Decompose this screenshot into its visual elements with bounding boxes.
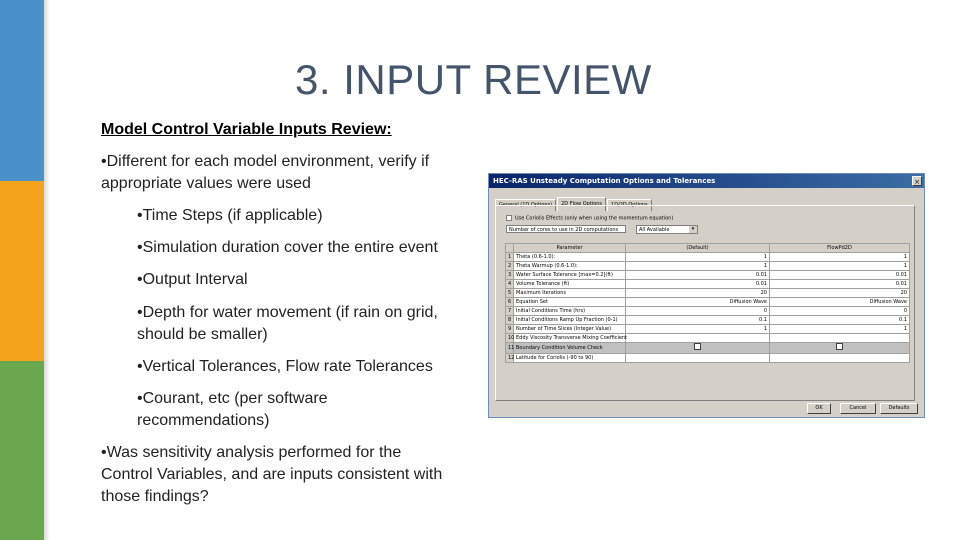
table-row[interactable] — [506, 298, 910, 307]
row-parameter: Initial Conditions Time (hrs) — [514, 307, 626, 316]
row-parameter: Maximum Iterations — [514, 289, 626, 298]
bullet-sub-4-line-1: •Depth for water movement (if rain on grid, — [137, 304, 438, 321]
table-row[interactable] — [506, 334, 910, 343]
row-parameter: Theta Warmup (0.6-1.0): — [514, 262, 626, 271]
row-value[interactable] — [770, 334, 910, 343]
table-row[interactable] — [506, 354, 910, 363]
coriolis-checkbox-label: Use Coriolis Effects (only when using the momentum equation) — [515, 215, 674, 222]
row-value[interactable]: 0.01 — [770, 280, 910, 289]
tab-general-1d-options[interactable]: General (1D Options) — [495, 199, 556, 211]
accent-stripe-orange — [0, 181, 44, 361]
row-number: 8 — [506, 316, 514, 325]
bullet-sub-6-line-1: •Courant, etc (per software — [137, 390, 328, 407]
row-number: 7 — [506, 307, 514, 316]
bullet-main-1-line-1: •Different for each model environment, verify if — [101, 153, 430, 170]
bullet-sub-1: •Time Steps (if applicable) — [137, 207, 323, 224]
row-parameter: Equation Set — [514, 298, 626, 307]
bullet-sub-2: •Simulation duration cover the entire event — [137, 239, 438, 256]
bullet-sub-6 — [137, 388, 328, 432]
table-row[interactable] — [506, 307, 910, 316]
coriolis-checkbox-row[interactable] — [506, 215, 673, 222]
row-default: 0.1 — [626, 316, 770, 325]
row-parameter: Boundary Condition Volume Check — [514, 343, 626, 354]
row-default: 0.01 — [626, 271, 770, 280]
row-parameter: Number of Time Slices (Integer Value) — [514, 325, 626, 334]
row-value[interactable] — [770, 354, 910, 363]
table-row[interactable] — [506, 343, 910, 354]
row-parameter: Volume Tolerance (ft) — [514, 280, 626, 289]
slide-subheading: Model Control Variable Inputs Review: — [101, 121, 392, 138]
row-number: 3 — [506, 271, 514, 280]
ok-button[interactable]: OK — [807, 403, 831, 414]
bullet-main-1 — [101, 151, 429, 195]
coriolis-checkbox[interactable] — [506, 215, 512, 221]
row-parameter: Theta (0.6-1.0): — [514, 253, 626, 262]
accent-stripe-green — [0, 361, 44, 540]
tab-2d-flow-options[interactable]: 2D Flow Options — [557, 197, 606, 211]
row-parameter: Initial Conditions Ramp Up Fraction (0-1) — [514, 316, 626, 325]
close-icon[interactable]: × — [912, 176, 922, 186]
bullet-main-2-line-1: •Was sensitivity analysis performed for the — [101, 444, 402, 461]
row-number: 11 — [506, 343, 514, 354]
bullet-sub-4-line-2: should be smaller) — [137, 326, 268, 343]
table-row[interactable] — [506, 253, 910, 262]
table-header-row — [506, 244, 910, 253]
cores-row — [506, 225, 626, 233]
bullet-sub-5: •Vertical Tolerances, Flow rate Tolerances — [137, 358, 433, 375]
row-default: 0.01 — [626, 280, 770, 289]
row-value[interactable]: 1 — [770, 262, 910, 271]
row-value[interactable]: 20 — [770, 289, 910, 298]
row-number: 1 — [506, 253, 514, 262]
row-default: 1 — [626, 262, 770, 271]
bullet-sub-3: •Output Interval — [137, 271, 248, 288]
row-number: 4 — [506, 280, 514, 289]
row-default: 1 — [626, 253, 770, 262]
table-row[interactable] — [506, 271, 910, 280]
row-value[interactable]: 0 — [770, 307, 910, 316]
column-header-index — [506, 244, 514, 253]
table-row[interactable] — [506, 325, 910, 334]
default-volume-check-checkbox[interactable] — [694, 343, 701, 350]
row-number: 12 — [506, 354, 514, 363]
row-number: 9 — [506, 325, 514, 334]
row-number: 6 — [506, 298, 514, 307]
row-parameter: Latitude for Coriolis (-90 to 90) — [514, 354, 626, 363]
row-value[interactable]: 1 — [770, 253, 910, 262]
flowpd2d-volume-check-checkbox[interactable] — [836, 343, 843, 350]
row-value[interactable]: 0.1 — [770, 316, 910, 325]
column-header-parameter: Parameter — [514, 244, 626, 253]
row-number: 5 — [506, 289, 514, 298]
row-value[interactable]: Diffusion Wave — [770, 298, 910, 307]
column-header-default: (Default) — [626, 244, 770, 253]
row-default — [626, 334, 770, 343]
bullet-sub-4 — [137, 302, 438, 346]
bullet-sub-6-line-2: recommendations) — [137, 412, 270, 429]
table-row[interactable] — [506, 316, 910, 325]
tab-panel — [495, 205, 915, 401]
row-default: 20 — [626, 289, 770, 298]
cores-label: Number of cores to use in 2D computations — [506, 225, 626, 233]
dialog-tabs — [495, 192, 653, 206]
bullet-main-2-line-3: those findings? — [101, 488, 209, 505]
row-default: 1 — [626, 325, 770, 334]
accent-stripe-blue — [0, 0, 44, 181]
tab-1d2d-options[interactable]: 1D/2D Options — [607, 199, 652, 211]
row-default — [626, 354, 770, 363]
row-parameter: Water Surface Tolerance [max=0.2](ft) — [514, 271, 626, 280]
row-default-checkbox-cell — [626, 343, 770, 354]
bullet-main-2-line-2: Control Variables, and are inputs consistent with — [101, 466, 443, 483]
row-default: Diffusion Wave — [626, 298, 770, 307]
row-value[interactable]: 0.01 — [770, 271, 910, 280]
table-row[interactable] — [506, 289, 910, 298]
cancel-button[interactable]: Cancel — [840, 403, 876, 414]
row-number: 2 — [506, 262, 514, 271]
table-row[interactable] — [506, 262, 910, 271]
table-row[interactable] — [506, 280, 910, 289]
stripe-shadow — [44, 0, 50, 540]
row-number: 10 — [506, 334, 514, 343]
row-parameter: Eddy Viscosity Transverse Mixing Coefficient — [514, 334, 626, 343]
defaults-button[interactable]: Defaults — [880, 403, 918, 414]
dialog-title: HEC-RAS Unsteady Computation Options and Tolerances — [489, 174, 924, 188]
chevron-down-icon[interactable]: ▾ — [689, 226, 697, 233]
parameters-table — [505, 243, 910, 363]
column-header-flowpd2d: FlowPd2D — [770, 244, 910, 253]
row-value[interactable]: 1 — [770, 325, 910, 334]
cores-select-value: All Available — [639, 227, 670, 233]
cores-select[interactable] — [636, 225, 698, 234]
bullet-main-1-line-2: appropriate values were used — [101, 175, 311, 192]
row-value-checkbox-cell — [770, 343, 910, 354]
bullet-main-2 — [101, 442, 442, 508]
slide-title: 3. INPUT REVIEW — [295, 56, 652, 103]
computation-options-dialog — [488, 173, 925, 418]
row-default: 0 — [626, 307, 770, 316]
